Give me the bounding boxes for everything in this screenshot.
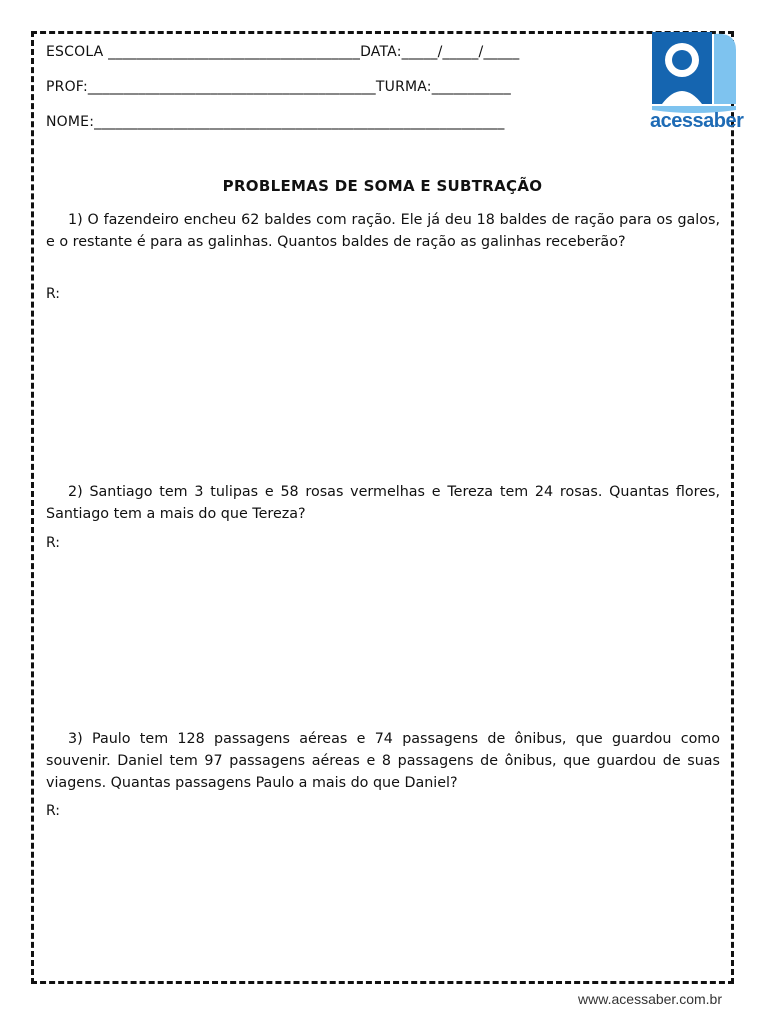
answer-label-1[interactable]: R: [46, 286, 61, 302]
answer-label-3[interactable]: R: [46, 803, 61, 819]
teacher-class-line[interactable]: PROF:________________________________________TURMA:___________ [46, 79, 511, 95]
answer-label-2[interactable]: R: [46, 535, 61, 551]
logo-head-core [672, 50, 692, 70]
school-date-line[interactable]: ESCOLA ___________________________________DATA:_____/_____/_____ [46, 44, 520, 60]
page-title: PROBLEMAS DE SOMA E SUBTRAÇÃO [222, 177, 543, 195]
question-3: 3) Paulo tem 128 passagens aéreas e 74 passagens de ônibus, que guardou como souvenir. Daniel tem 97 passagens aéreas e 8 passagens de ônibus, que guardou de suas viagens. Quantas passagens Paulo a mais do que Daniel? [46, 731, 720, 791]
logo-light-page [714, 34, 736, 104]
student-name-line[interactable]: NOME:_________________________________________________________ [46, 114, 505, 130]
question-1: 1) O fazendeiro encheu 62 baldes com ração. Ele já deu 18 baldes de ração para os galos, e o restante é para as galinhas. Quantos baldes de ração as galinhas receberão? [46, 212, 720, 250]
footer-website-link[interactable]: www.acessaber.com.br [578, 991, 722, 1007]
logo-wordmark: acessaber [650, 110, 744, 132]
question-2: 2) Santiago tem 3 tulipas e 58 rosas vermelhas e Tereza tem 24 rosas. Quantas flores, Santiago tem a mais do que Tereza? [46, 484, 720, 522]
